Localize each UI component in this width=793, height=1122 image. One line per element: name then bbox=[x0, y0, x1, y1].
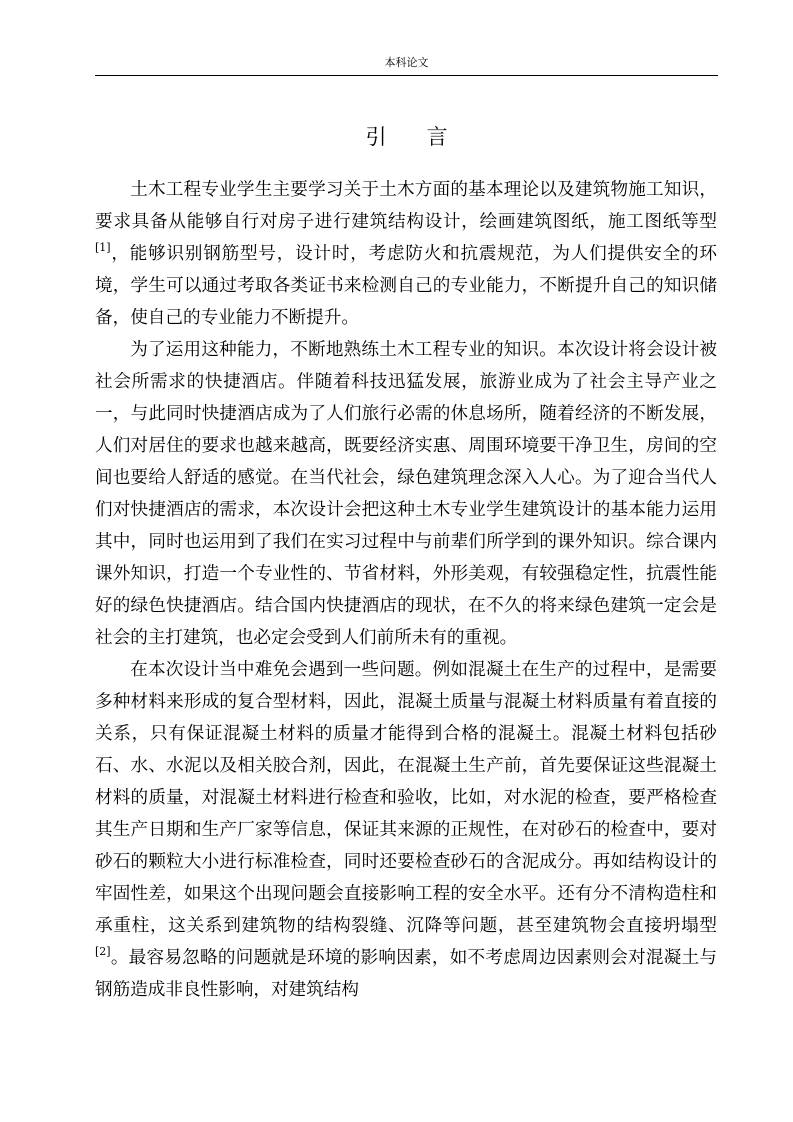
paragraph-text: 。最容易忽略的问题就是环境的影响因素，如不考虑周边因素则会对混凝土与钢筋造成非良性影响，对建筑结构 bbox=[95, 948, 717, 1000]
section-title: 引言 bbox=[365, 125, 488, 149]
paragraph-1 bbox=[95, 174, 717, 334]
paragraph-text: ，能够识别钢筋型号，设计时，考虑防火和抗震规范，为人们提供安全的环境，学生可以通过考取各类证书来检测自己的专业能力，不断提升自己的知识储备，使自己的专业能力不断提升。 bbox=[95, 244, 717, 328]
paragraph-3 bbox=[95, 654, 717, 1006]
paragraph-text: 为了运用这种能力，不断地熟练土木工程专业的知识。本次设计将会设计被社会所需求的快捷酒店。伴随着科技迅猛发展，旅游业成为了社会主导产业之一，与此同时快捷酒店成为了人们旅行必需的休息场所，随着经济的不断发展，人们对居住的要求也越来越高，既要经济实惠、周围环境要干净卫生，房间的空间也要给人舒适的感觉。在当代社会，绿色建筑理念深入人心。为了迎合当代人们对快捷酒店的需求，本次设计会把这种土木专业学生建筑设计的基本能力运用其中，同时也运用到了我们在实习过程中与前辈们所学到的课外知识。综合课内课外知识，打造一个专业性的、节省材料，外形美观，有较强稳定性，抗震性能好的绿色快捷酒店。结合国内快捷酒店的现状，在不久的将来绿色建筑一定会是社会的主打建筑，也必定会受到人们前所未有的重视。 bbox=[95, 340, 717, 648]
paragraph-text: 在本次设计当中难免会遇到一些问题。例如混凝土在生产的过程中，是需要多种材料来形成的复合型材料，因此，混凝土质量与混凝土材料质量有着直接的关系，只有保证混凝土材料的质量才能得到合格的混凝土。混凝土材料包括砂石、水、水泥以及相关胶合剂，因此，在混凝土生产前，首先要保证这些混凝土材料的质量，对混凝土材料进行检查和验收，比如，对水泥的检查，要严格检查其生产日期和生产厂家等信息，保证其来源的正规性，在对砂石的检查中，要对砂石的颗粒大小进行标准检查，同时还要检查砂石的含泥成分。再如结构设计的牢固性差，如果这个出现问题会直接影响工程的安全水平。还有分不清构造柱和承重柱，这关系到建筑物的结构裂缝、沉降等问题，甚至建筑物会直接坍塌型 bbox=[95, 660, 717, 936]
header-rule bbox=[95, 75, 718, 76]
citation-ref: [1] bbox=[95, 241, 111, 254]
body-text bbox=[95, 174, 717, 1006]
citation-ref: [2] bbox=[95, 945, 111, 958]
paragraph-text: 土木工程专业学生主要学习关于土木方面的基本理论以及建筑物施工知识，要求具备从能够自行对房子进行建筑结构设计，绘画建筑图纸，施工图纸等型 bbox=[95, 180, 717, 232]
page-header: 本科论文 bbox=[384, 56, 429, 69]
paragraph-2 bbox=[95, 334, 717, 654]
